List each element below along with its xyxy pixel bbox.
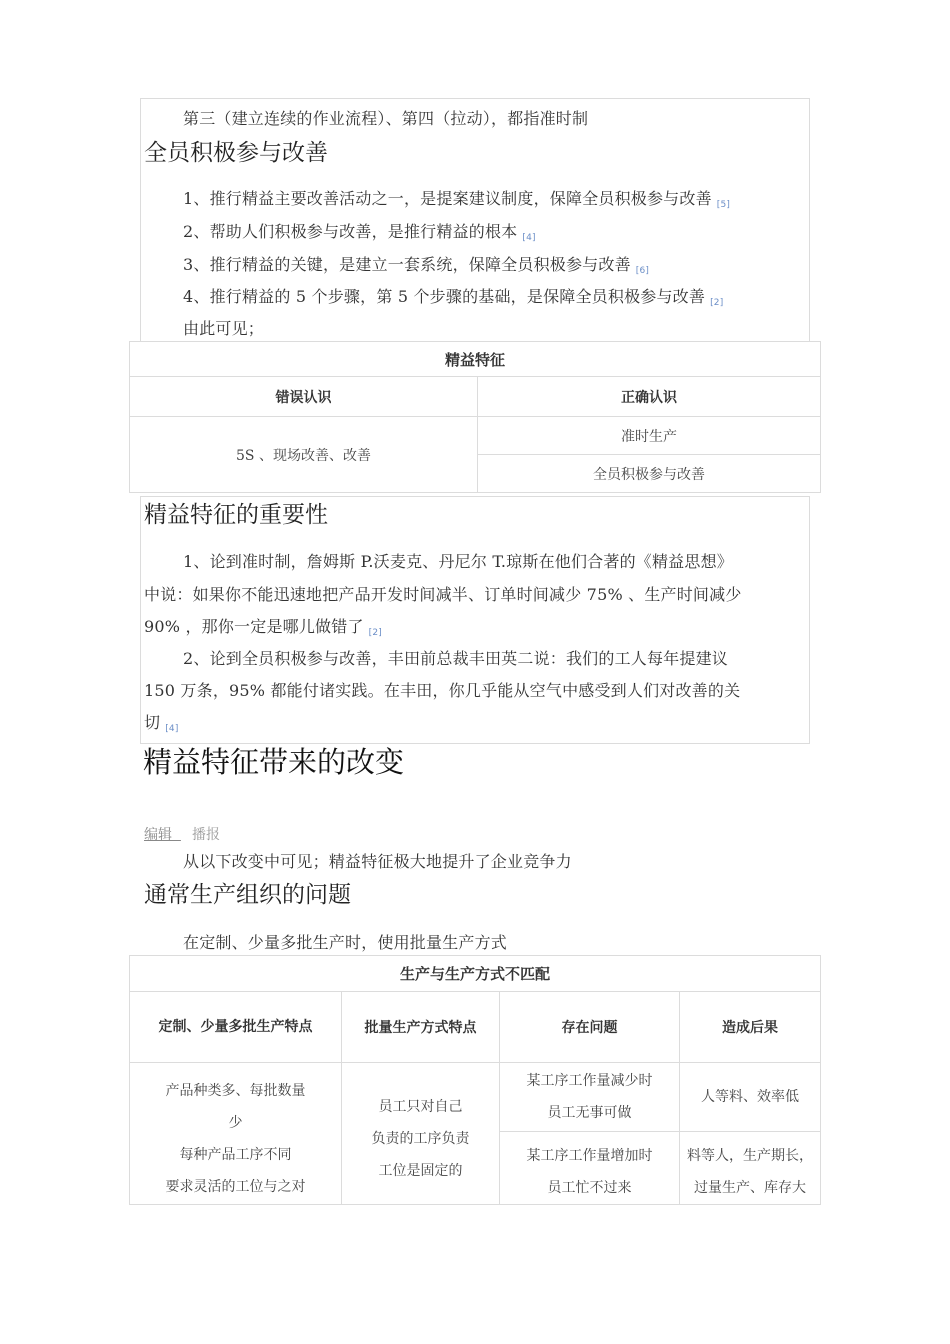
list-item: 2、帮助人们积极参与改善，是推行精益的根本 [4] xyxy=(183,222,536,243)
table-caption: 精益特征 xyxy=(130,342,821,377)
edit-link[interactable]: 编辑 xyxy=(144,827,172,843)
column-header: 定制、少量多批生产特点 xyxy=(130,992,342,1063)
section3-intro: 从以下改变中可见；精益特征极大地提升了企业竞争力 xyxy=(183,852,572,871)
production-mismatch-table xyxy=(129,955,821,1205)
column-header: 批量生产方式特点 xyxy=(342,992,500,1063)
paragraph-line: 90% ，那你一定是哪儿做错了 [2] xyxy=(144,617,383,638)
list-item: 3、推行精益的关键，是建立一套系统，保障全员积极参与改善 [6] xyxy=(183,255,650,276)
list-item: 1、推行精益主要改善活动之一，是提案建议制度，保障全员积极参与改善 [5] xyxy=(183,189,731,210)
table-cell-right: 准时生产 xyxy=(478,417,821,455)
reference-link[interactable]: [4] xyxy=(165,724,179,734)
lean-features-table xyxy=(129,341,821,493)
table-cell-right: 全员积极参与改善 xyxy=(478,455,821,493)
section1-conclusion: 由此可见； xyxy=(183,319,265,338)
heading-changes: 精益特征带来的改变 xyxy=(143,745,405,779)
column-header-wrong: 错误认识 xyxy=(130,377,478,417)
reference-link[interactable]: [6] xyxy=(635,266,650,276)
paragraph-line: 1、论到准时制，詹姆斯 P.沃麦克、丹尼尔 T.琼斯在他们合著的《精益思想》 xyxy=(183,552,733,571)
table-cell-wrong: 5S 、现场改善、改善 xyxy=(130,417,478,493)
reference-link[interactable]: [4] xyxy=(522,233,536,243)
reference-link[interactable]: [2] xyxy=(368,628,383,638)
reference-link[interactable]: [5] xyxy=(716,200,731,210)
column-header: 造成后果 xyxy=(680,992,821,1063)
paragraph-line: 中说：如果你不能迅速地把产品开发时间减半、订单时间减少 75% 、生产时间减少 xyxy=(144,585,742,604)
edit-toolbar xyxy=(144,824,220,844)
table-cell: 某工序工作量减少时 员工无事可做 xyxy=(500,1063,680,1132)
table-cell: 某工序工作量增加时 员工忙不过来 xyxy=(500,1132,680,1205)
table-cell: 料等人，生产期长， 过量生产、库存大 xyxy=(680,1132,821,1205)
section1-intro: 第三（建立连续的作业流程）、第四（拉动），都指准时制 xyxy=(183,109,589,128)
table-cell: 人等料、效率低 xyxy=(680,1063,821,1132)
reference-link[interactable]: [2] xyxy=(710,298,724,308)
heading-full-participation: 全员积极参与改善 xyxy=(144,140,328,166)
column-header: 存在问题 xyxy=(500,992,680,1063)
column-header-right: 正确认识 xyxy=(478,377,821,417)
table-caption: 生产与生产方式不匹配 xyxy=(130,956,821,992)
table-cell: 员工只对自己 负责的工序负责 工位是固定的 xyxy=(342,1063,500,1205)
paragraph-line: 150 万条，95% 都能付诸实践。在丰田，你几乎能从空气中感受到人们对改善的关 xyxy=(144,681,741,700)
paragraph-line: 切 [4] xyxy=(144,713,179,734)
play-link[interactable]: 播报 xyxy=(192,827,220,843)
paragraph-line: 2、论到全员积极参与改善，丰田前总裁丰田英二说：我们的工人每年提建议 xyxy=(183,649,728,668)
heading-importance: 精益特征的重要性 xyxy=(144,502,328,528)
section3-sub-intro: 在定制、少量多批生产时，使用批量生产方式 xyxy=(183,933,508,952)
heading-production-problems: 通常生产组织的问题 xyxy=(144,882,351,908)
list-item: 4、推行精益的 5 个步骤，第 5 个步骤的基础，是保障全员积极参与改善 [2] xyxy=(183,287,724,308)
table-cell: 产品种类多、每批数量 少 每种产品工序不同 要求灵活的工位与之对 xyxy=(130,1063,342,1205)
